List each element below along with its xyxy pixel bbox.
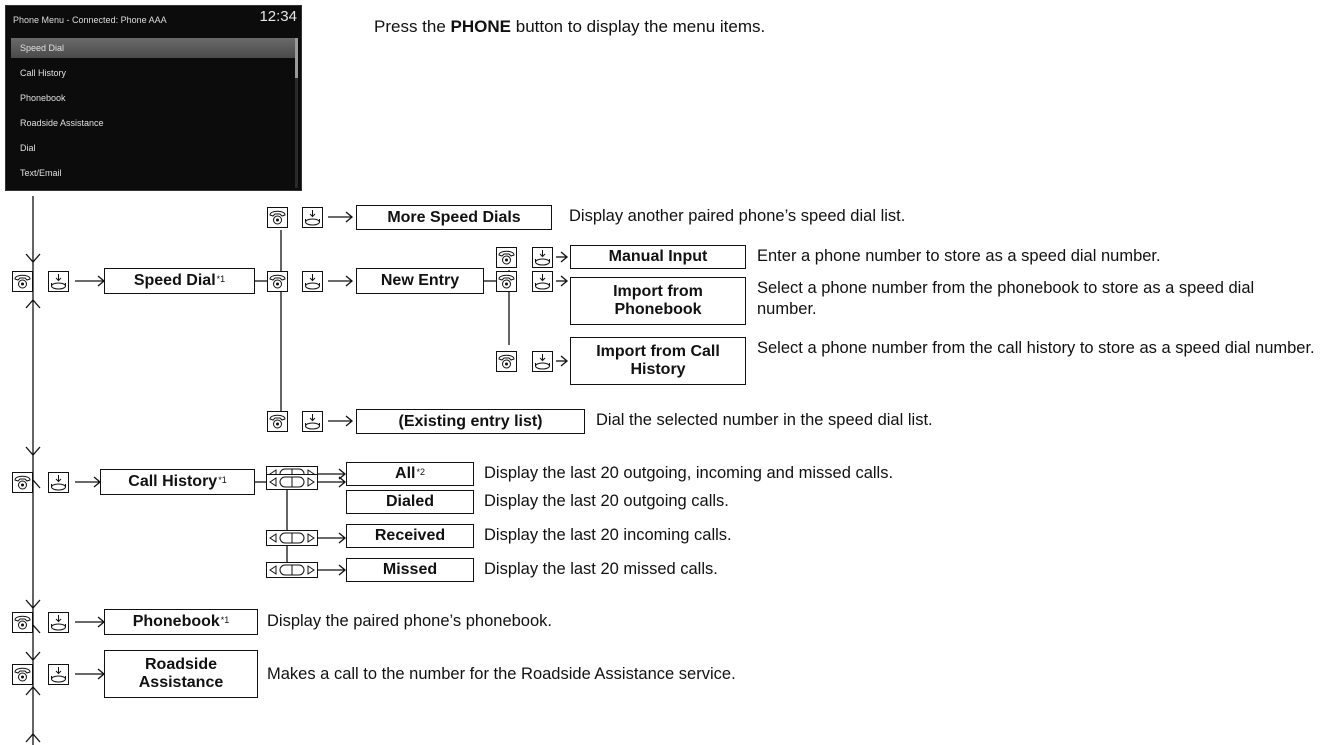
import-from-call-history-desc: Select a phone number from the call history to store as a speed dial number. [757,339,1315,357]
pickup-phone-icon [267,411,288,432]
more-speed-dials-box[interactable]: More Speed Dials [356,205,552,230]
screen-item-call-history[interactable]: Call History [20,68,67,78]
all-box[interactable]: All $^{*2}$ [346,462,474,486]
speed-dial-box[interactable]: Speed Dial $^{*1}$ [104,268,255,294]
screen-item-roadside-assistance[interactable]: Roadside Assistance [20,118,104,128]
press-knob-icon [302,271,323,292]
pickup-phone-icon [267,271,288,292]
intro-text: Press the PHONE button to display the menu items. [374,17,766,36]
rotate-knob-icon [266,562,318,578]
phonebook-box[interactable]: Phonebook $^{*1}$ [104,609,258,635]
manual-input-box[interactable]: Manual Input [570,245,746,269]
screen-item-dial[interactable]: Dial [20,143,36,153]
pickup-phone-icon [12,664,33,685]
dialed-desc: Display the last 20 outgoing calls. [484,492,729,510]
phone-menu-screen [5,5,302,191]
pickup-phone-icon [12,472,33,493]
roadside-assistance-box[interactable]: Roadside Assistance [104,650,258,698]
press-knob-icon [48,271,69,292]
dialed-box[interactable]: Dialed [346,490,474,514]
missed-box[interactable]: Missed [346,558,474,582]
missed-desc: Display the last 20 missed calls. [484,560,718,578]
press-knob-icon [302,207,323,228]
import-from-call-history-box[interactable]: Import from Call History [570,337,746,385]
screen-item-text-email[interactable]: Text/Email [20,168,62,178]
all-desc: Display the last 20 outgoing, incoming and missed calls. [484,464,894,482]
manual-input-desc: Enter a phone number to store as a speed dial number. [757,247,1161,265]
phonebook-desc: Display the paired phone’s phonebook. [267,612,552,630]
existing-entry-list-desc: Dial the selected number in the speed dial list. [596,411,933,429]
pickup-phone-icon [12,612,33,633]
existing-entry-list-box[interactable]: (Existing entry list) [356,409,585,434]
screen-item-speed-dial[interactable]: Speed Dial [11,38,295,58]
roadside-assistance-desc: Makes a call to the number for the Roadside Assistance service. [267,665,736,683]
pickup-phone-icon [496,351,517,372]
press-knob-icon [532,271,553,292]
pickup-phone-icon [496,271,517,292]
received-box[interactable]: Received [346,524,474,548]
press-knob-icon [48,472,69,493]
new-entry-box[interactable]: New Entry [356,268,484,294]
screen-scrollbar[interactable] [295,38,298,188]
screen-clock: 12:34 [259,8,297,25]
rotate-knob-icon [266,530,318,546]
import-from-phonebook-desc: Select a phone number from the phonebook to store as a speed dial number. [757,279,1255,318]
press-knob-icon [48,612,69,633]
press-knob-icon [532,351,553,372]
rotate-knob-icon [266,474,318,490]
screen-title: Phone Menu - Connected: Phone AAA [13,15,167,25]
press-knob-icon [48,664,69,685]
screen-item-phonebook[interactable]: Phonebook [20,93,66,103]
received-desc: Display the last 20 incoming calls. [484,526,732,544]
press-knob-icon [532,247,553,268]
phone-button-name: PHONE [450,17,512,36]
import-from-phonebook-box[interactable]: Import from Phonebook [570,277,746,325]
call-history-box[interactable]: Call History $^{*1}$ [100,469,255,495]
more-speed-dials-desc: Display another paired phone’s speed dial list. [569,207,906,225]
pickup-phone-icon [496,247,517,268]
pickup-phone-icon [12,271,33,292]
pickup-phone-icon [267,207,288,228]
press-knob-icon [302,411,323,432]
